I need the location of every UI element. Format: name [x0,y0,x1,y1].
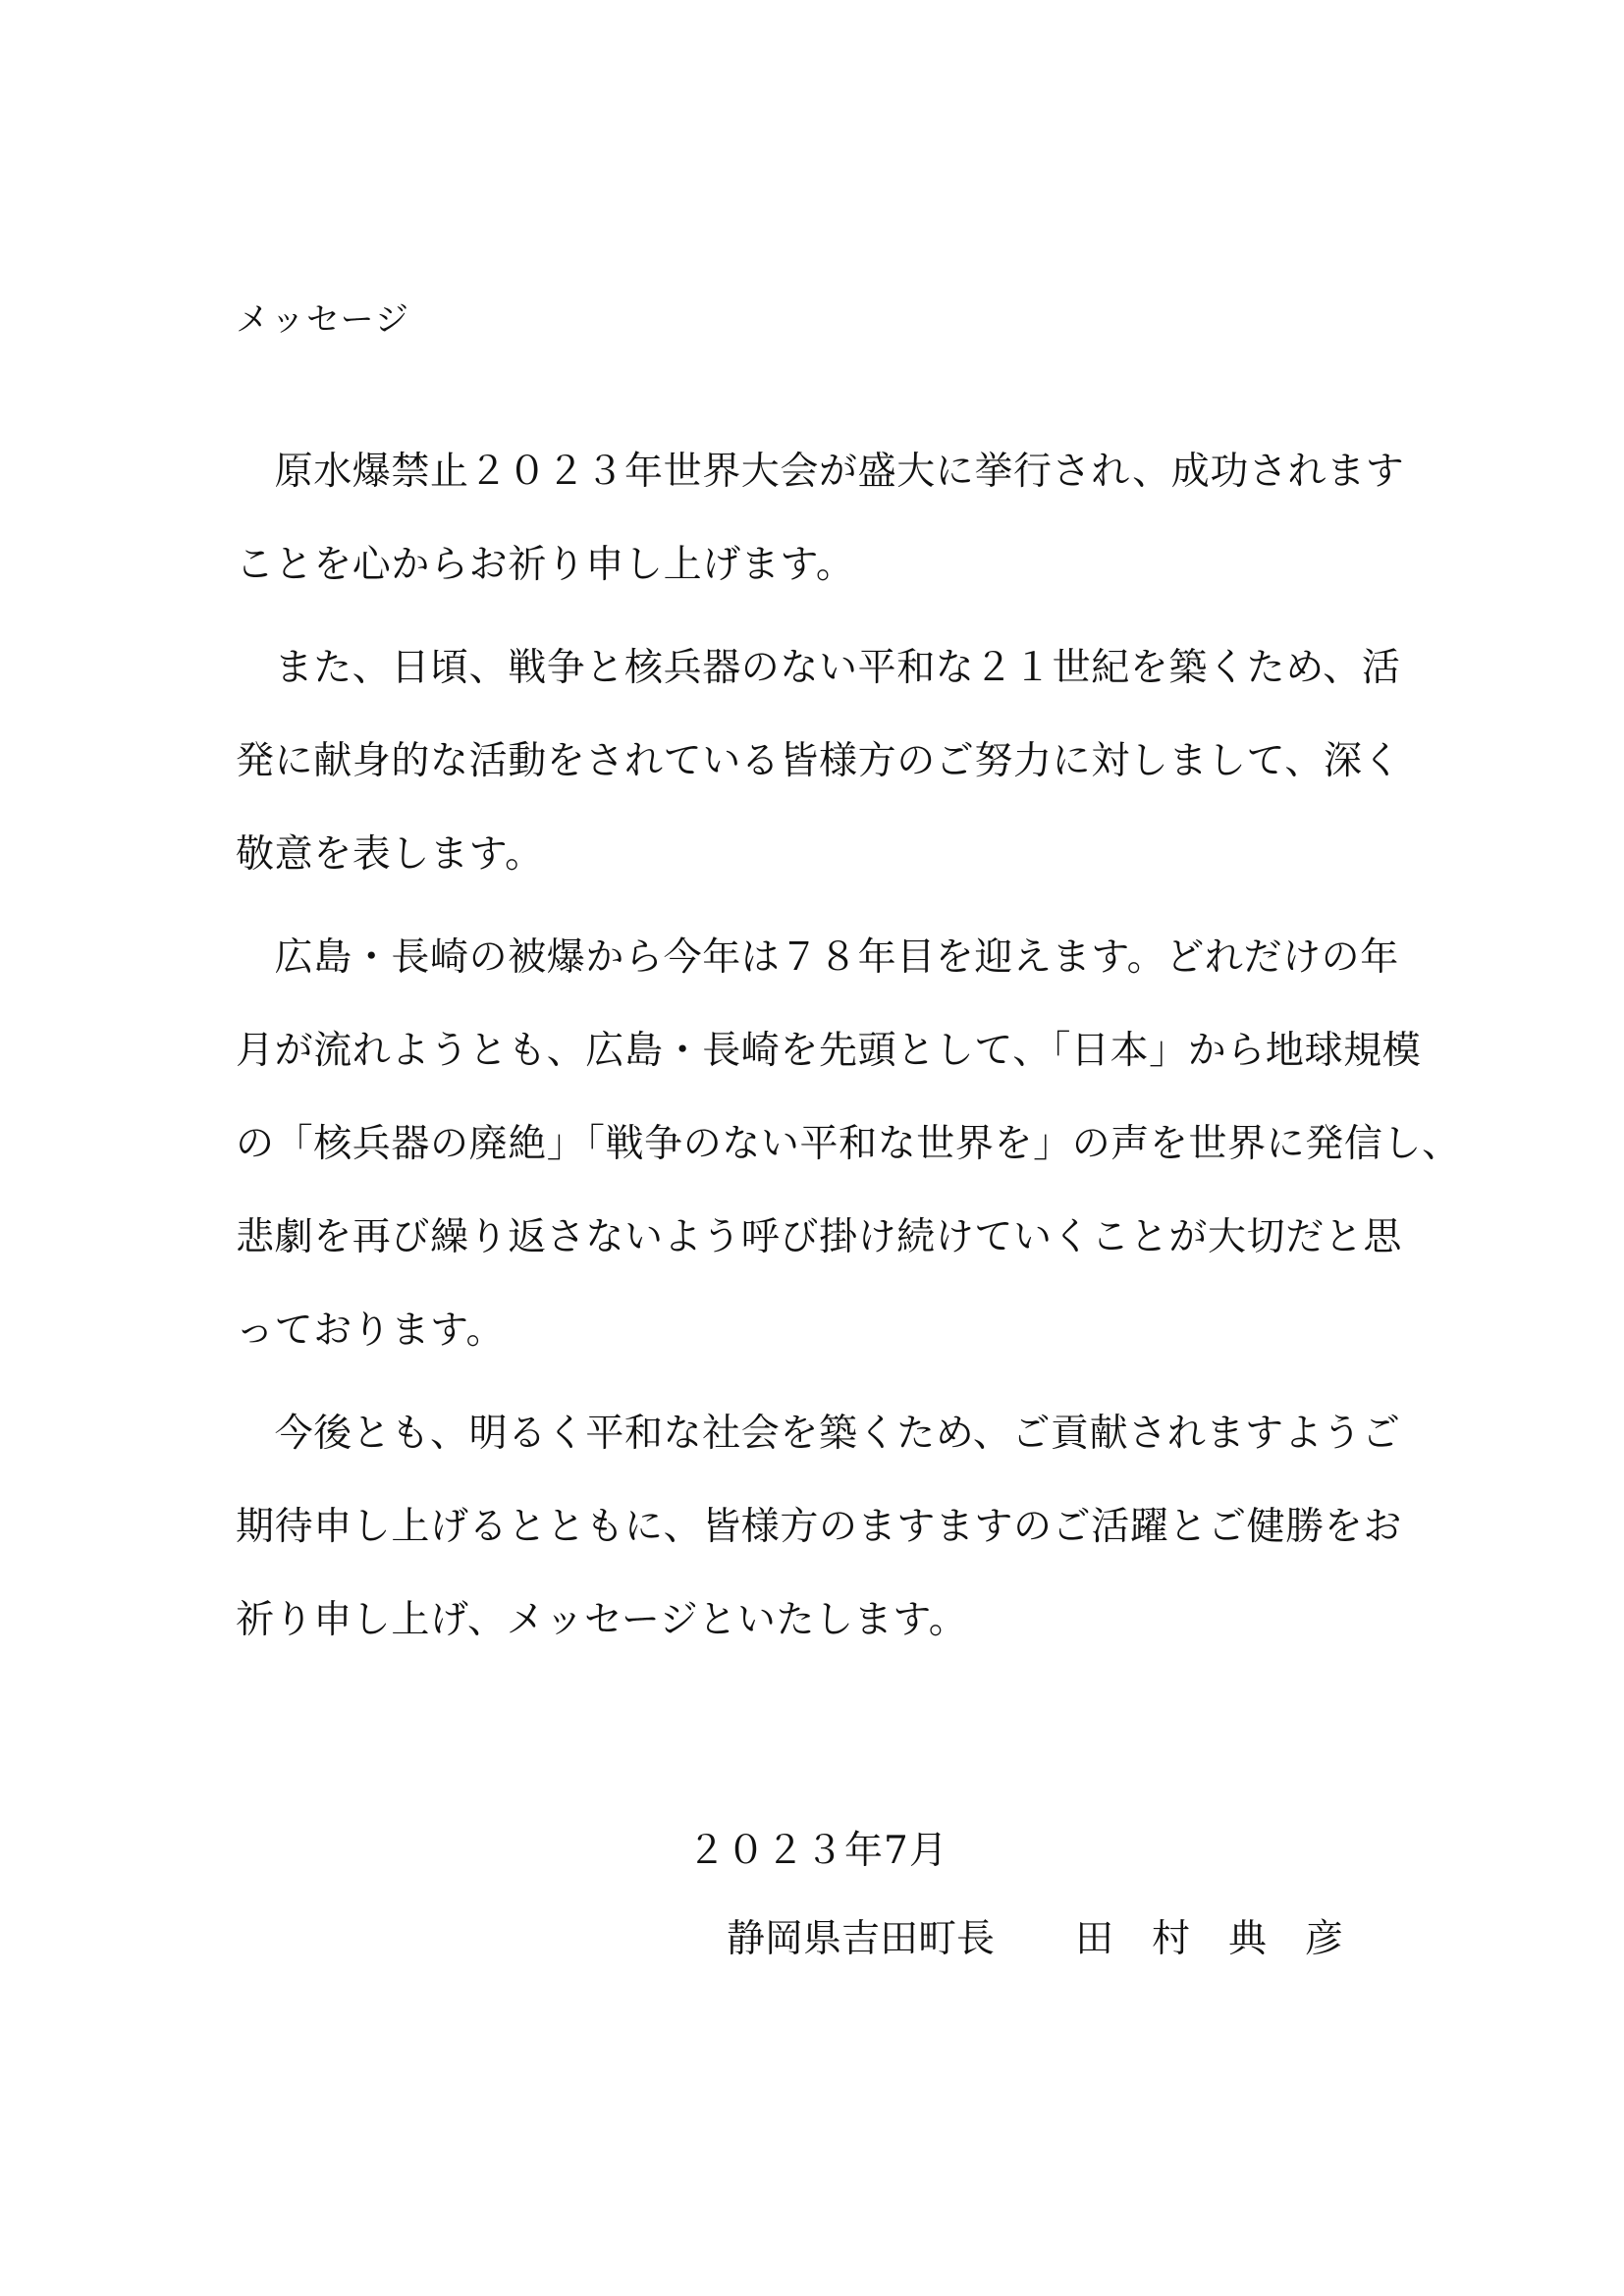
document-heading: メッセージ [236,300,410,340]
signature-organization: 静岡県吉田町長 [727,1917,996,1961]
body-line: 原水爆禁止２０２３年世界大会が盛大に挙行され、成功されます [236,450,1405,494]
body-line: 悲劇を再び繰り返さないよう呼び掛け続けていくことが大切だと思 [236,1215,1403,1259]
body-line: 今後とも、明るく平和な社会を築くため、ご貢献されますようご [236,1412,1401,1456]
body-line: 敬意を表します。 [236,832,544,877]
document-date: ２０２３年7月 [687,1829,948,1873]
body-line: の「核兵器の廃絶」「戦争のない平和な世界を」の声を世界に発信し、 [236,1122,1461,1166]
body-line: ことを心からお祈り申し上げます。 [236,543,855,587]
body-line: っております。 [236,1308,506,1353]
body-line: 発に献身的な活動をされている皆様方のご努力に対しまして、深く [236,739,1402,783]
signature-name: 田 村 典 彦 [1075,1917,1344,1961]
body-line: 祈り申し上げ、メッセージといたします。 [236,1598,968,1642]
body-line: 月が流れようとも、広島・長崎を先頭として、「日本」から地球規模 [236,1029,1422,1073]
body-line: 広島・長崎の被爆から今年は７８年目を迎えます。どれだけの年 [236,935,1399,980]
body-line: 期待申し上げるとともに、皆様方のますますのご活躍とご健勝をお [236,1505,1403,1549]
body-line: また、日頃、戦争と核兵器のない平和な２１世紀を築くため、活 [236,646,1401,690]
